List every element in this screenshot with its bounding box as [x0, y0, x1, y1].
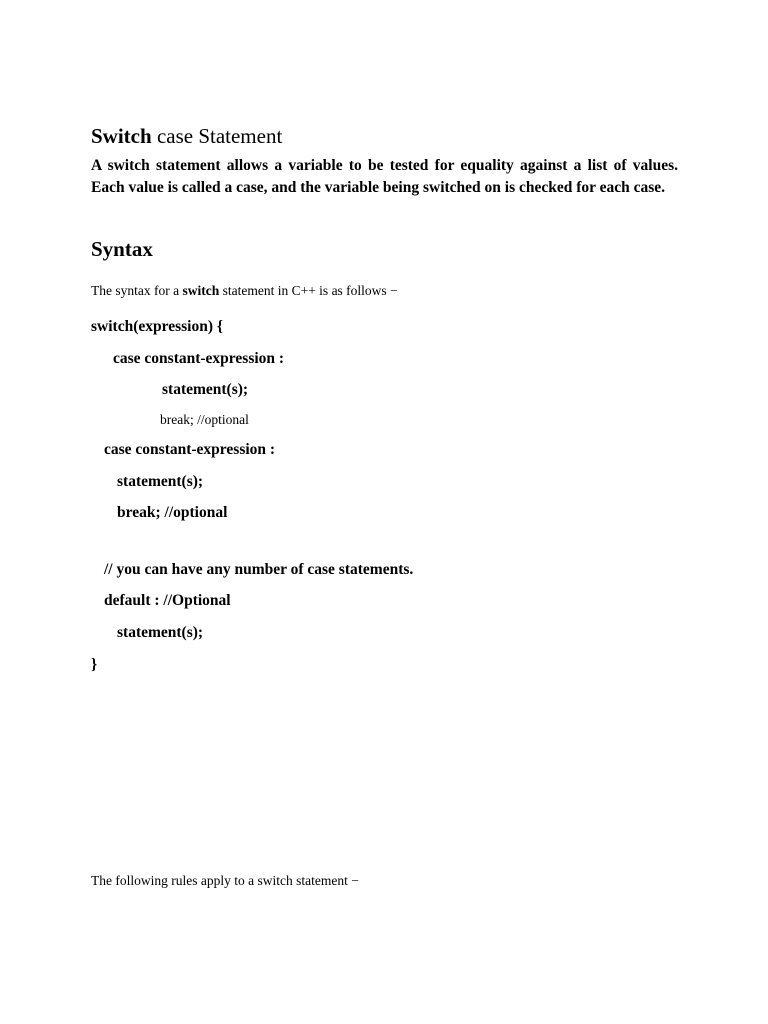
intro-text: statement allows a variable to be tested for equality against a list of values. Each value is called a case, and the variable being switched on is checked for each case. — [91, 157, 678, 196]
syntax-intro-suffix: statement in C++ is as follows − — [219, 283, 398, 298]
code-line: statement(s); — [162, 381, 249, 398]
rules-intro: The following rules apply to a switch statement − — [91, 873, 359, 888]
code-line: default : //Optional — [104, 592, 231, 609]
code-line: break; //optional — [160, 412, 249, 427]
page-title — [91, 124, 282, 149]
code-line: case constant-expression : — [113, 350, 285, 367]
syntax-intro-prefix: The syntax for a — [91, 283, 183, 298]
intro-paragraph — [91, 155, 678, 199]
code-line: // you can have any number of case statements. — [104, 561, 414, 578]
title-rest: case Statement — [151, 124, 283, 148]
intro-bold-word: switch — [107, 157, 150, 174]
code-line: break; //optional — [117, 504, 228, 521]
syntax-intro-bold: switch — [182, 283, 220, 298]
code-line: statement(s); — [117, 624, 204, 641]
code-line: } — [91, 656, 98, 673]
code-line: statement(s); — [117, 473, 204, 490]
syntax-heading: Syntax — [91, 237, 153, 261]
title-bold-part: Switch — [91, 124, 152, 148]
code-line: switch(expression) { — [91, 318, 223, 335]
intro-prefix: A — [91, 157, 108, 174]
code-line: case constant-expression : — [104, 441, 276, 458]
syntax-intro — [91, 283, 398, 299]
